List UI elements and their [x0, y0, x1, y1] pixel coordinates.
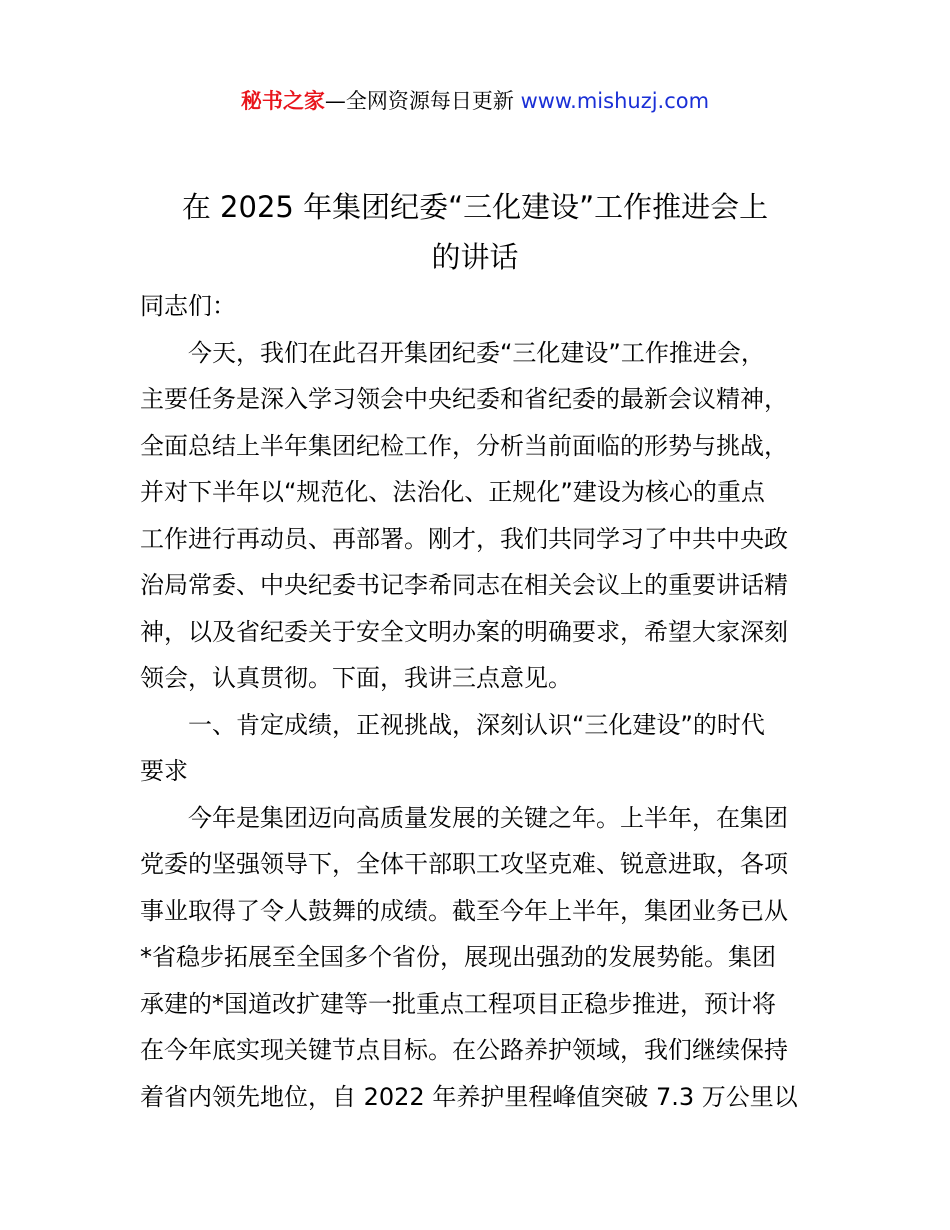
paragraph-line: 神，以及省纪委关于安全文明办案的明确要求，希望大家深刻 [140, 617, 788, 646]
paragraph-line: 在今年底实现关键节点目标。在公路养护领域，我们继续保持 [140, 1036, 788, 1064]
paragraph-line: 今天，我们在此召开集团纪委“三化建设”工作推进会， [188, 338, 765, 367]
section-heading-line: 要求 [140, 757, 188, 785]
paragraph-line: 党委的坚强领导下，全体干部职工攻坚克难、锐意进取，各项 [140, 850, 788, 878]
site-header [0, 86, 950, 116]
site-tagline: —全网资源每日更新 [324, 89, 521, 113]
document-title-line-1: 在 2025 年集团纪委“三化建设”工作推进会上 [181, 190, 769, 224]
paragraph-line: 治局常委、中央纪委书记李希同志在相关会议上的重要讲话精 [140, 571, 788, 599]
document-body [140, 283, 820, 1120]
paragraph-line: *省稳步拓展至全国多个省份，展现出强劲的发展势能。集团 [140, 943, 776, 971]
document-title-line-2: 的讲话 [431, 240, 519, 274]
paragraph-line: 工作进行再动员、再部署。刚才，我们共同学习了中共中央政 [140, 524, 788, 553]
site-url-link[interactable]: www.mishuzj.com [520, 89, 710, 113]
paragraph-line: 并对下半年以“规范化、法治化、正规化”建设为核心的重点 [140, 478, 765, 506]
paragraph-line: 领会，认真贯彻。下面，我讲三点意见。 [140, 664, 572, 692]
paragraph-line: 今年是集团迈向高质量发展的关键之年。上半年，在集团 [188, 803, 788, 832]
salutation: 同志们： [140, 292, 236, 320]
paragraph-line: 着省内领先地位，自 2022 年养护里程峰值突破 7.3 万公里以 [140, 1082, 798, 1111]
site-brand: 秘书之家 [240, 89, 325, 113]
paragraph-line: 事业取得了令人鼓舞的成绩。截至今年上半年，集团业务已从 [140, 896, 788, 925]
section-heading-line: 一、肯定成绩，正视挑战，深刻认识“三化建设”的时代 [188, 710, 765, 739]
paragraph-line: 主要任务是深入学习领会中央纪委和省纪委的最新会议精神， [140, 385, 788, 413]
document-title [140, 182, 810, 282]
paragraph-line: 全面总结上半年集团纪检工作，分析当前面临的形势与挑战， [140, 431, 788, 460]
paragraph-line: 承建的*国道改扩建等一批重点工程项目正稳步推进，预计将 [140, 989, 776, 1018]
